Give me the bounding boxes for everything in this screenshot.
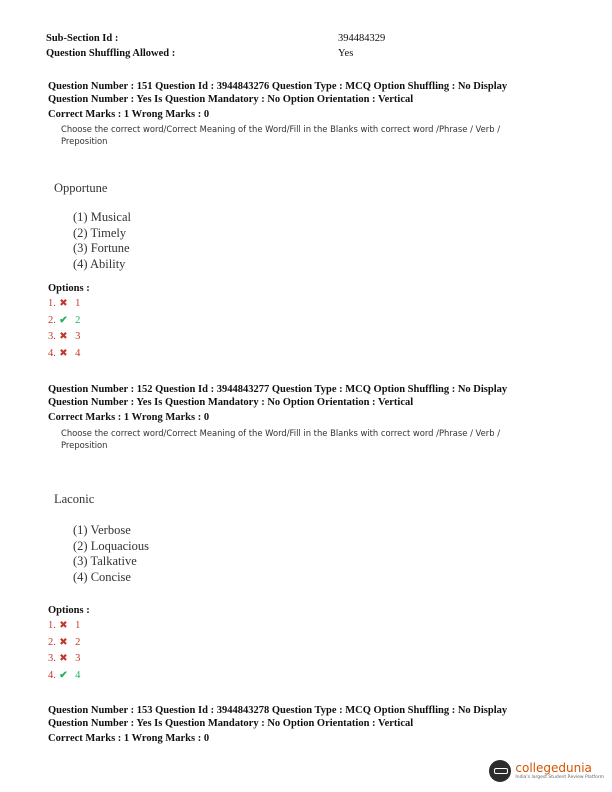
cross-icon: ✖ xyxy=(59,653,68,664)
option-row xyxy=(48,313,80,330)
q153-marks: Correct Marks : 1 Wrong Marks : 0 xyxy=(48,733,210,744)
option-number: 4. xyxy=(48,669,56,681)
q152-word: Laconic xyxy=(54,492,95,506)
choice-item: (2) Loquacious xyxy=(73,538,150,553)
option-row xyxy=(48,635,80,652)
option-number: 3. xyxy=(48,331,56,342)
option-label: 3 xyxy=(75,653,81,664)
option-label: 4 xyxy=(75,669,81,681)
option-label: 3 xyxy=(75,331,81,342)
logo-name: collegedunia xyxy=(515,760,592,775)
choice-item: (1) Verbose xyxy=(73,523,131,537)
option-number: 2. xyxy=(48,314,56,326)
option-label: 2 xyxy=(75,636,81,648)
q151-info-line2: Question Number : Yes Is Question Mandatory : No Option Orientation : Vertical xyxy=(48,94,414,105)
q152-info-line2: Question Number : Yes Is Question Mandatory : No Option Orientation : Vertical xyxy=(48,397,414,408)
q151-word: Opportune xyxy=(54,181,108,195)
option-row xyxy=(48,668,80,685)
q151-info-line1: Question Number : 151 Question Id : 3944843276 Question Type : MCQ Option Shuffling : No Display xyxy=(48,81,508,92)
check-icon: ✔ xyxy=(59,314,68,326)
mascot-icon xyxy=(489,760,511,782)
choice-item: (4) Ability xyxy=(73,256,126,271)
option-number: 1. xyxy=(48,620,56,631)
logo-tagline: India's largest Student Review Platform xyxy=(515,774,604,780)
choice-item: (1) Musical xyxy=(73,210,131,224)
option-label: 2 xyxy=(75,314,81,326)
option-row xyxy=(48,296,80,313)
shuffling-value: Yes xyxy=(338,48,354,59)
q151-choices xyxy=(73,210,131,272)
subsection-value: 394484329 xyxy=(338,33,386,44)
subsection-label: Sub-Section Id : xyxy=(46,33,119,44)
option-label: 4 xyxy=(75,347,81,359)
option-row xyxy=(48,346,80,363)
q153-info-line1: Question Number : 153 Question Id : 3944843278 Question Type : MCQ Option Shuffling : No Display xyxy=(48,705,508,716)
option-number: 2. xyxy=(48,636,56,648)
q152-options xyxy=(48,618,80,684)
collegedunia-logo[interactable] xyxy=(489,760,604,782)
option-number: 3. xyxy=(48,653,56,664)
q151-instruction: Choose the correct word/Correct Meaning of the Word/Fill in the Blanks with correct word /Phrase / Verb / Preposition xyxy=(61,124,501,146)
cross-icon: ✖ xyxy=(59,620,68,631)
cross-icon: ✖ xyxy=(59,298,68,309)
q152-instruction: Choose the correct word/Correct Meaning of the Word/Fill in the Blanks with correct word /Phrase / Verb / Preposition xyxy=(61,428,501,450)
cross-icon: ✖ xyxy=(59,331,68,342)
choice-item: (3) Talkative xyxy=(73,554,137,568)
cross-icon: ✖ xyxy=(59,636,68,648)
option-label: 1 xyxy=(75,298,81,309)
q151-options xyxy=(48,296,80,362)
option-row xyxy=(48,618,80,635)
option-label: 1 xyxy=(75,620,81,631)
cross-icon: ✖ xyxy=(59,347,68,359)
choice-item: (4) Concise xyxy=(73,569,131,584)
q152-info-line1: Question Number : 152 Question Id : 3944843277 Question Type : MCQ Option Shuffling : No Display xyxy=(48,384,508,395)
q153-info-line2: Question Number : Yes Is Question Mandatory : No Option Orientation : Vertical xyxy=(48,718,414,729)
choice-item: (2) Timely xyxy=(73,225,127,240)
q152-choices xyxy=(73,523,149,585)
option-number: 1. xyxy=(48,298,56,309)
check-icon: ✔ xyxy=(59,669,68,681)
shuffling-label: Question Shuffling Allowed : xyxy=(46,48,176,59)
q151-marks: Correct Marks : 1 Wrong Marks : 0 xyxy=(48,109,210,120)
q152-marks: Correct Marks : 1 Wrong Marks : 0 xyxy=(48,412,210,423)
option-number: 4. xyxy=(48,347,56,359)
option-row xyxy=(48,329,80,346)
choice-item: (3) Fortune xyxy=(73,241,130,255)
option-row xyxy=(48,651,80,668)
logo-text xyxy=(515,762,604,781)
q152-options-label: Options : xyxy=(48,605,90,616)
q151-options-label: Options : xyxy=(48,283,90,294)
